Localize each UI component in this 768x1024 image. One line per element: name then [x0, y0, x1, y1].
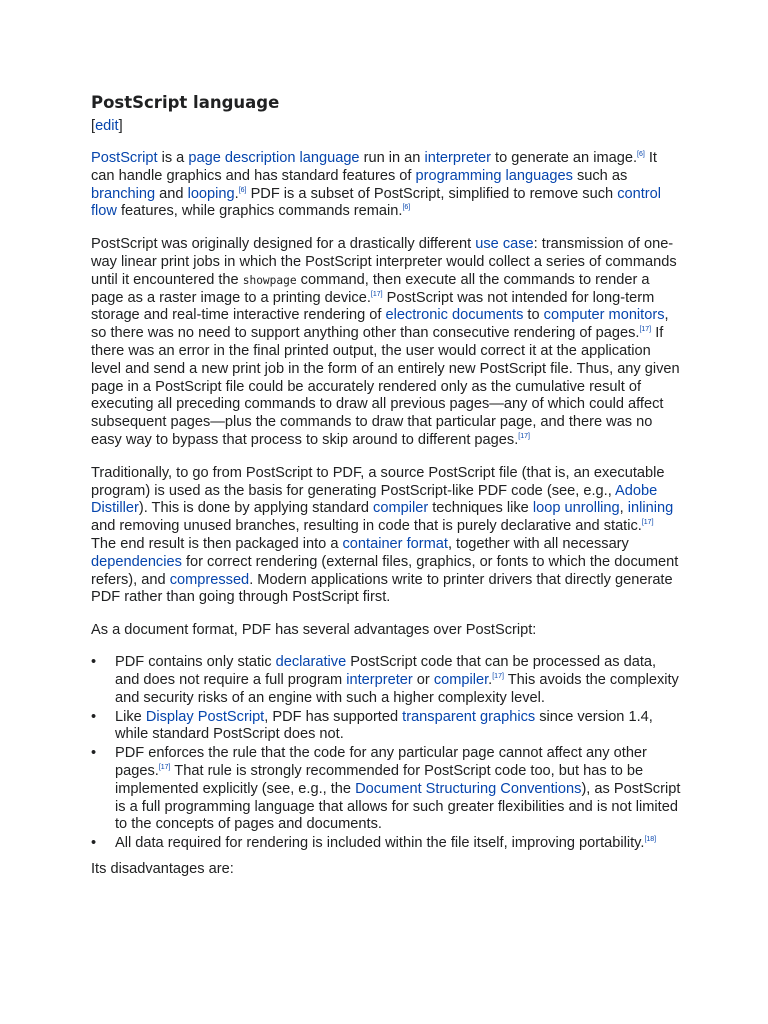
text: , — [619, 500, 628, 517]
list-item — [91, 654, 681, 707]
text: . — [488, 671, 493, 688]
text: run in an — [359, 150, 425, 166]
advantages-list — [91, 654, 681, 853]
text: and — [155, 185, 188, 202]
text: All data required for rendering is included within the file itself, improving portability. — [115, 835, 645, 852]
citation-17[interactable]: [17] — [158, 764, 171, 772]
text: , PDF has supported — [264, 708, 403, 725]
text: This avoids the complexity and security risks of an engine with such a higher complexity level. — [115, 671, 679, 706]
bullet-icon: • — [91, 835, 97, 852]
edit-bracket-open: [ — [91, 118, 96, 134]
article-section — [91, 94, 681, 879]
text: or — [412, 671, 434, 688]
code-showpage: showpage — [242, 273, 297, 287]
link-display-postscript[interactable]: Display PostScript — [145, 708, 265, 725]
link-branching[interactable]: branching — [91, 185, 156, 202]
citation-17[interactable]: [17] — [641, 519, 654, 527]
text: to — [523, 307, 544, 324]
citation-6[interactable]: [6] — [637, 151, 645, 159]
text: PDF contains only static — [115, 653, 276, 670]
text: to generate an image. — [490, 150, 638, 166]
list-item — [91, 835, 681, 853]
edit-link[interactable]: edit — [95, 118, 119, 134]
link-document-structuring-conventions[interactable]: Document Structuring Conventions — [355, 780, 582, 797]
link-inlining[interactable]: inlining — [627, 500, 674, 517]
text: Like — [115, 708, 146, 725]
link-interpreter[interactable]: interpreter — [424, 150, 491, 166]
link-control-flow[interactable]: control flow — [91, 185, 661, 220]
text: PostScript code that can be processed as data, and does not require a full program — [115, 653, 657, 688]
bullet-icon: • — [91, 708, 97, 725]
text: since version 1.4, while standard PostScript does not. — [115, 708, 653, 743]
section-heading: PostScript language — [91, 93, 280, 112]
paragraph-intro — [91, 150, 681, 221]
link-programming-languages[interactable]: programming languages — [415, 167, 573, 184]
citation-17[interactable]: [17] — [370, 290, 383, 298]
link-postscript[interactable]: PostScript — [91, 150, 158, 166]
bullet-icon: • — [91, 745, 97, 762]
link-use-case[interactable]: use case — [475, 236, 534, 253]
citation-6[interactable]: [6] — [238, 186, 247, 194]
link-computer-monitors[interactable]: computer monitors — [543, 307, 665, 324]
link-looping[interactable]: looping — [187, 185, 235, 202]
link-compiler[interactable]: compiler — [373, 500, 429, 517]
list-item — [91, 745, 681, 834]
link-transparent-graphics[interactable]: transparent graphics — [402, 708, 536, 725]
edit-bracket-close: ] — [118, 118, 123, 134]
list-item — [91, 709, 681, 745]
link-page-description-language[interactable]: page description language — [188, 150, 360, 166]
text: . Modern applications write to printer drivers that directly generate PDF rather than going through PostScript first. — [91, 571, 673, 606]
text: The end result is then packaged into a — [91, 535, 343, 552]
text: command, then execute all the commands to render a page as a raster image to a printing device. — [91, 271, 650, 306]
citation-6[interactable]: [6] — [402, 204, 411, 212]
text: for correct rendering (external files, graphics, or fonts to which the document refers), and — [91, 553, 679, 588]
text: PDF is a subset of PostScript, simplified to remove such — [246, 185, 618, 202]
link-loop-unrolling[interactable]: loop unrolling — [532, 500, 620, 517]
text: . — [234, 185, 239, 202]
text: and removing unused branches, resulting in code that is purely declarative and static. — [91, 518, 642, 535]
paragraph-disadvantages-intro: Its disadvantages are: — [91, 861, 234, 878]
text: techniques like — [428, 500, 533, 517]
link-dependencies[interactable]: dependencies — [91, 553, 182, 570]
text: It can handle graphics and has standard features of — [91, 150, 657, 184]
paragraph-history — [91, 236, 681, 450]
text: , together with all necessary — [447, 535, 629, 552]
link-compiler[interactable]: compiler — [433, 671, 489, 688]
text: PostScript was originally designed for a drastically different — [91, 236, 476, 253]
link-electronic-documents[interactable]: electronic documents — [385, 307, 524, 324]
link-interpreter[interactable]: interpreter — [346, 671, 413, 688]
paragraph-conversion — [91, 465, 681, 607]
link-container-format[interactable]: container format — [342, 535, 448, 552]
text: PDF enforces the rule that the code for any particular page cannot affect any other pages. — [115, 745, 647, 780]
text: ). This is done by applying standard — [138, 500, 374, 517]
text: , so there was no need to support anything other than consecutive rendering of pages. — [91, 307, 669, 342]
text: : transmission of one-way linear print jobs in which the PostScript interpreter would collect a series of commands until it encountered the — [91, 236, 677, 288]
link-adobe-distiller[interactable]: Adobe Distiller — [91, 482, 658, 517]
text: If there was an error in the final printed output, the user would correct it at the application level and send a new print job in the form of an entirely new PostScript file. Thus, any given page in a PostScript file could be accurately rendered only as the cumulative result of executing all preceding commands to draw all previous pages—any of which could affect subsequent pages—plus the commands to draw that particular page, and there was no easy way to bypass that process to skip around to different pages. — [91, 325, 680, 448]
text: features, while graphics commands remain. — [116, 203, 403, 220]
edit-section — [91, 118, 681, 135]
citation-17[interactable]: [17] — [518, 433, 530, 441]
link-compressed[interactable]: compressed — [169, 571, 250, 588]
link-declarative[interactable]: declarative — [275, 653, 347, 670]
citation-17[interactable]: [17] — [639, 326, 652, 334]
text: PostScript was not intended for long-term storage and real-time interactive rendering of — [91, 289, 655, 324]
text: is a — [157, 150, 189, 166]
citation-17[interactable]: [17] — [492, 672, 504, 680]
text: ), as PostScript is a full programming language that allows for such greater flexibilities and is not limited to the concepts of pages and documents. — [115, 780, 681, 833]
text: Traditionally, to go from PostScript to PDF, a source PostScript file (that is, an executable program) is used as the basis for generating PostScript-like PDF code (see, e.g., — [91, 464, 665, 499]
paragraph-advantages-intro: As a document format, PDF has several advantages over PostScript: — [91, 622, 537, 639]
text: such as — [572, 167, 628, 184]
citation-18[interactable]: [18] — [644, 836, 657, 844]
bullet-icon: • — [91, 653, 97, 670]
text: That rule is strongly recommended for PostScript code too, but has to be implemented explicitly (see, e.g., the — [115, 763, 644, 797]
